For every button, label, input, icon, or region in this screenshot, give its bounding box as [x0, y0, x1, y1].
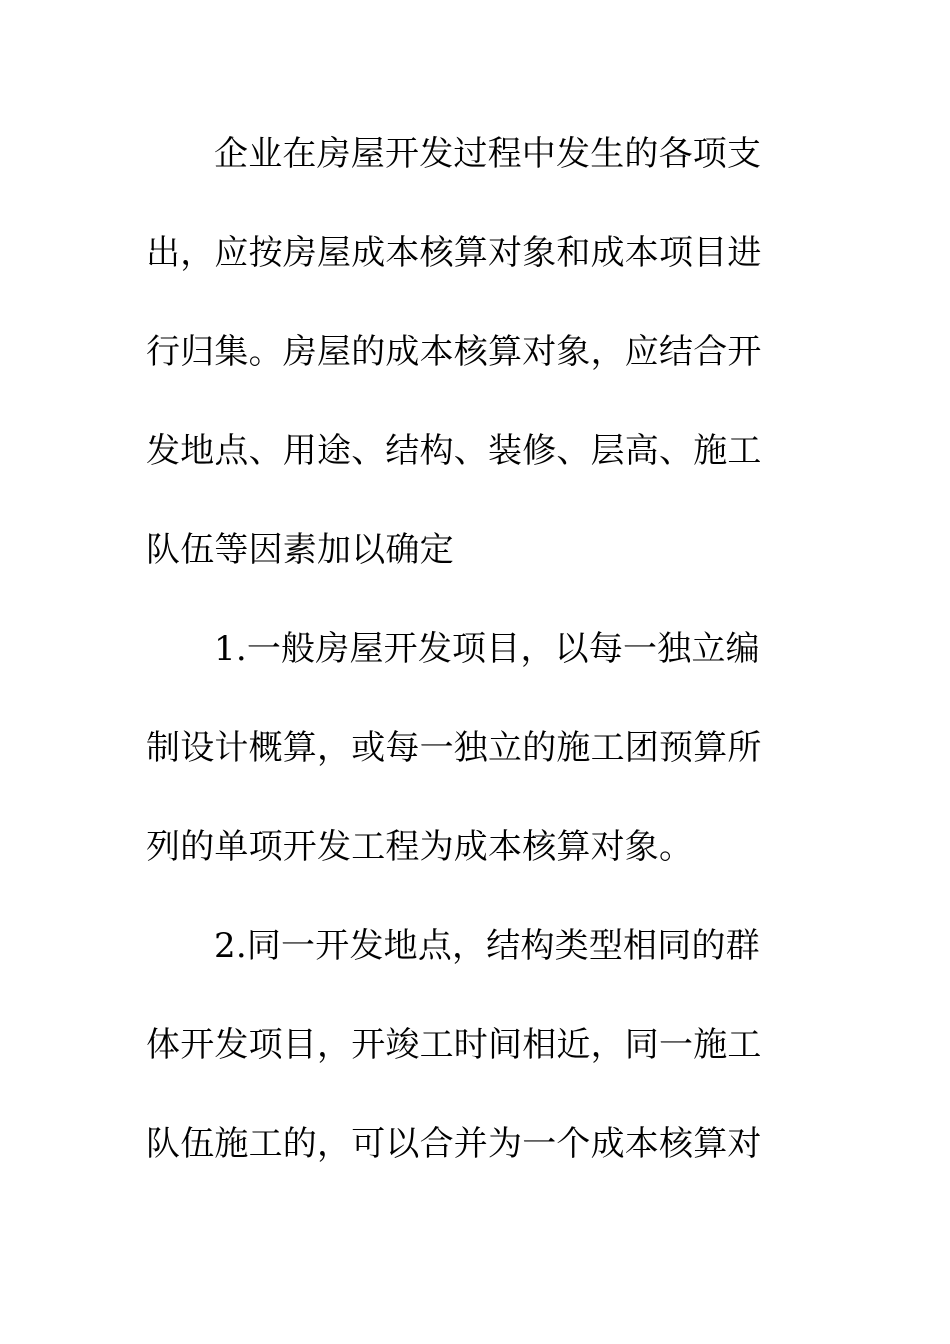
paragraph-3-line-3: 队伍施工的，可以合并为一个成本核算对	[146, 1124, 762, 1164]
paragraph-3-line-2: 体开发项目，开竣工时间相近，同一施工	[146, 1025, 762, 1065]
paragraph-3-line-1: 2.同一开发地点，结构类型相同的群	[214, 926, 760, 966]
paragraph-1-line-4: 发地点、用途、结构、装修、层高、施工	[146, 431, 762, 471]
paragraph-1-line-2: 出，应按房屋成本核算对象和成本项目进	[146, 233, 762, 273]
paragraph-2-line-2: 制设计概算，或每一独立的施工团预算所	[146, 728, 762, 768]
paragraph-2-line-1: 1.一般房屋开发项目，以每一独立编	[214, 629, 760, 669]
paragraph-2-line-3: 列的单项开发工程为成本核算对象。	[146, 827, 694, 867]
paragraph-1-line-3: 行归集。房屋的成本核算对象，应结合开	[146, 332, 762, 372]
paragraph-1-line-5: 队伍等因素加以确定	[146, 530, 454, 570]
paragraph-1-line-1: 企业在房屋开发过程中发生的各项支	[214, 134, 762, 174]
